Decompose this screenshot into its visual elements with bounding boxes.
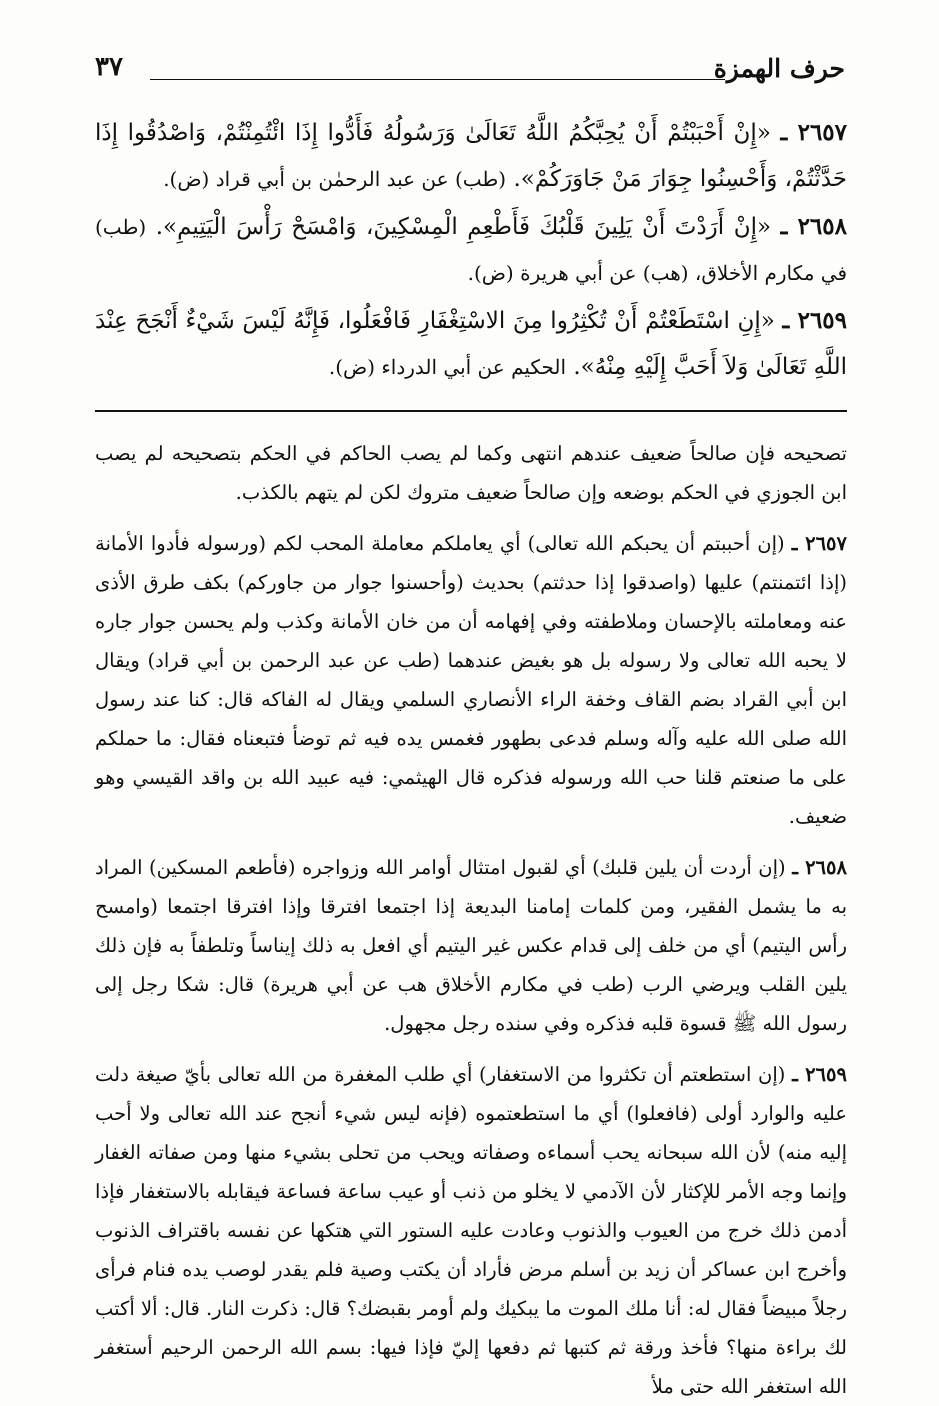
hadith-text: «إِنْ أَرَدْتَ أَنْ يَلِينَ قَلْبُكَ فَأَطْعِمِ الْمِسْكِينَ، وَامْسَحْ رَأْسَ الْيَتِيمِ». <box>155 214 772 240</box>
hadith-source: (طب) في مكارم الأخلاق، (هب) عن أبي هريرة (ض). <box>95 215 847 285</box>
chapter-title: حرف الهمزة <box>713 54 845 83</box>
commentary-paragraph <box>95 848 847 1043</box>
hadith-source: (طب) عن عبد الرحمٰن بن أبي قراد (ض). <box>163 167 507 191</box>
header-rule <box>150 79 725 80</box>
hadith-entry <box>95 110 847 202</box>
commentary-number: ٢٦٥٧ ـ <box>791 532 848 555</box>
commentary-number: ٢٦٥٩ ـ <box>792 1063 847 1086</box>
commentary-number: ٢٦٥٨ ـ <box>792 856 847 879</box>
hadith-section <box>95 110 847 390</box>
commentary-section <box>95 434 847 1406</box>
hadith-number: ٢٦٥٧ ـ <box>780 119 848 146</box>
hadith-text: «إِنْ أَحْبَبْتُمْ أَنْ يُحِبَّكُمُ اللَّهُ تَعَالَىٰ وَرَسُولُهُ فَأَدُّوا إِذَا ائْتُمِنْتُمْ، وَاصْدُقُوا إِذَا حَدَّثْتُمْ، وَأَحْسِنُوا جِوَارَ مَنْ جَاوَرَكُمْ». <box>95 120 847 192</box>
hadith-text: «إِنِ اسْتَطَعْتُمْ أَنْ تُكْثِرُوا مِنَ الاسْتِغْفَارِ فَافْعَلُوا، فَإِنَّهُ لَيْسَ شَيْءٌ أَنْجَحَ عِنْدَ اللَّهِ تَعَالَىٰ وَلاَ أَحَبَّ إِلَيْهِ مِنْهُ». <box>95 308 847 380</box>
hadith-entry <box>95 204 847 296</box>
hadith-source: الحكيم عن أبي الدرداء (ض). <box>328 355 567 379</box>
hadith-entry <box>95 298 847 390</box>
commentary-text: (إن أحببتم أن يحبكم الله تعالى) أي يعاملكم معاملة المحب لكم (ورسوله فأدوا الأمانة (إذا ائتمنتم) عليها (واصدقوا إذا حدثتم) بحديث (وأحسنوا جوار من جاوركم) بكف طرق الأذى عنه ومعاملته بالإحسان وملاطفته وفي إفهامه أن من خان الأمانة وكذب ولم يحسن جوار جاره لا يحبه الله تعالى ولا رسوله بل هو بغيض عندهما (طب عن عبد الرحمن بن أبي قراد) ويقال ابن أبي القراد بضم القاف وخفة الراء الأنصاري السلمي ويقال له الفاكه قال: كنا عند رسول الله صلى الله عليه وآله وسلم فدعى بطهور فغمس يده فيه ثم توضأ فتبعناه فقال: ما حملكم على ما صنعتم قلنا حب الله ورسوله فذكره قال الهيثمي: فيه عبيد الله بن واقد القيسي وهو ضعيف. <box>95 532 847 828</box>
section-separator <box>95 410 847 412</box>
page-header <box>95 48 847 90</box>
commentary-text: (إن أردت أن يلين قلبك) أي لقبول امتثال أوامر الله وزواجره (فأطعم المسكين) المراد به ما يشمل الفقير، ومن كلمات إمامنا البديعة إذا اجتمعا افترقا وإذا افترقا اجتمعا (وامسح رأس اليتيم) أي من خلف إلى قدام عكس غير اليتيم أي افعل به ذلك إيناساً وتلطفاً به فإن ذلك يلين القلب ويرضي الرب (طب في مكارم الأخلاق هب عن أبي هريرة) قال: شكا رجل إلى رسول الله ﷺ قسوة قلبه فذكره وفي سنده رجل مجهول. <box>95 856 847 1035</box>
document-page <box>95 48 848 1398</box>
page-number: ٣٧ <box>95 52 123 82</box>
hadith-number: ٢٦٥٨ ـ <box>780 213 847 240</box>
commentary-paragraph <box>95 434 847 512</box>
commentary-text: (إن استطعتم أن تكثروا من الاستغفار) أي طلب المغفرة من الله تعالى بأيّ صيغة دلت عليه والوارد أولى (فافعلوا) أي ما استطعتموه (فإنه ليس شيء أنجح عند الله تعالى ولا أحب إليه منه) لأن الله سبحانه يحب أسماءه وصفاته ويحب من تحلى بشيء منها ومن صفاته الغفار وإنما وجه الأمر للإكثار لأن الآدمي لا يخلو من ذنب أو عيب ساعة فساعة فيقابله بالاستغفار فإذا أدمن ذلك خرج من العيوب والذنوب وعادت عليه الستور التي هتكها عن نفسه باقتراف الذنوب وأخرج ابن عساكر أن زيد بن أسلم مرض فأراد أن يكتب وصية فلم يقدر لوصب يده فنام فرأى رجلاً مبيضاً فقال له: أنا ملك الموت ما يبكيك ولم أومر بقبضك؟ قال: ذكرت النار. قال: ألا أكتب لك براءة منها؟ فأخذ ورقة ثم كتبها ثم دفعها إليّ فإذا فيها: بسم الله الرحمن الرحيم أستغفر الله استغفر الله حتى ملأ <box>95 1063 847 1398</box>
hadith-number: ٢٦٥٩ ـ <box>782 307 848 334</box>
commentary-paragraph <box>95 524 847 836</box>
commentary-text: تصحيحه فإن صالحاً ضعيف عندهم انتهى وكما لم يصب الحاكم في الحكم بتصحيحه لم يصب ابن الجوزي في الحكم بوضعه وإن صالحاً ضعيف متروك لكن لم يتهم بالكذب. <box>95 442 847 504</box>
commentary-paragraph <box>95 1055 847 1406</box>
